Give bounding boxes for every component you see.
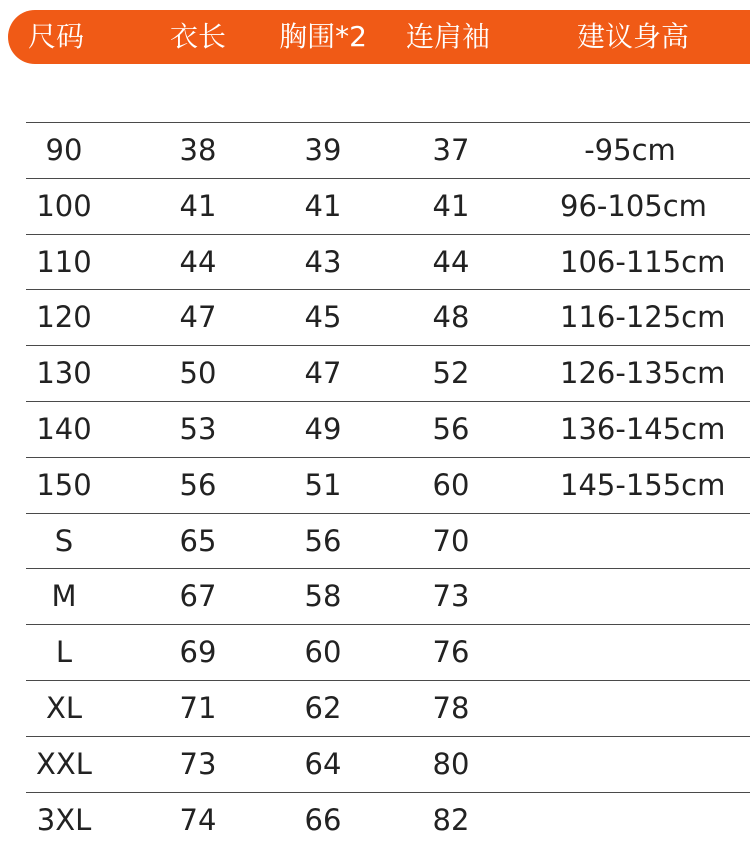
cell-length: 56 bbox=[179, 467, 217, 502]
table-header bbox=[8, 10, 750, 64]
cell-length: 50 bbox=[179, 356, 217, 391]
cell-chest: 39 bbox=[304, 133, 342, 167]
cell-chest: 49 bbox=[304, 411, 342, 446]
cell-size: 3XL bbox=[36, 802, 92, 837]
table-row bbox=[26, 289, 750, 345]
cell-chest: 56 bbox=[304, 523, 342, 558]
cell-sleeve: 48 bbox=[432, 300, 470, 335]
cell-height bbox=[560, 514, 700, 569]
cell-chest: 66 bbox=[304, 802, 342, 837]
cell-height bbox=[560, 793, 700, 848]
table-row bbox=[26, 680, 750, 736]
table-row bbox=[26, 624, 750, 680]
cell-chest: 58 bbox=[304, 579, 342, 614]
cell-size: XXL bbox=[36, 746, 92, 781]
cell-height bbox=[560, 569, 700, 624]
cell-size: 120 bbox=[36, 300, 92, 335]
cell-length: 65 bbox=[179, 523, 217, 558]
cell-chest: 45 bbox=[304, 300, 342, 335]
cell-height: 106-115cm bbox=[560, 244, 726, 279]
table-row bbox=[26, 234, 750, 290]
cell-size: 100 bbox=[36, 188, 92, 223]
cell-sleeve: 52 bbox=[432, 356, 470, 391]
cell-chest: 51 bbox=[304, 467, 342, 502]
cell-height: 136-145cm bbox=[560, 411, 726, 446]
cell-size: 90 bbox=[45, 133, 83, 167]
cell-sleeve: 78 bbox=[432, 690, 470, 725]
cell-height: 126-135cm bbox=[560, 356, 726, 391]
cell-length: 47 bbox=[179, 300, 217, 335]
header-height: 建议身高 bbox=[576, 20, 689, 53]
cell-size: 150 bbox=[36, 467, 92, 502]
table-row bbox=[26, 345, 750, 401]
cell-length: 69 bbox=[179, 635, 217, 670]
cell-size: 140 bbox=[36, 411, 92, 446]
table-row bbox=[26, 513, 750, 569]
cell-sleeve: 37 bbox=[432, 133, 470, 167]
table-row bbox=[26, 401, 750, 457]
cell-height: -95cm bbox=[584, 133, 676, 167]
cell-height bbox=[560, 737, 700, 792]
cell-chest: 64 bbox=[304, 746, 342, 781]
cell-chest: 60 bbox=[304, 635, 342, 670]
cell-sleeve: 70 bbox=[432, 523, 470, 558]
cell-length: 38 bbox=[179, 133, 217, 167]
cell-height: 145-155cm bbox=[560, 467, 726, 502]
cell-size: M bbox=[51, 579, 77, 614]
cell-height: 116-125cm bbox=[560, 300, 726, 335]
cell-chest: 62 bbox=[304, 690, 342, 725]
table-row bbox=[26, 457, 750, 513]
table-row bbox=[26, 178, 750, 234]
cell-chest: 43 bbox=[304, 244, 342, 279]
header-chest: 胸围*2 bbox=[279, 20, 367, 53]
cell-length: 73 bbox=[179, 746, 217, 781]
header-size: 尺码 bbox=[27, 20, 84, 53]
cell-chest: 41 bbox=[304, 188, 342, 223]
table-row bbox=[26, 736, 750, 792]
cell-sleeve: 44 bbox=[432, 244, 470, 279]
table-row bbox=[26, 122, 750, 178]
cell-height bbox=[560, 625, 700, 680]
cell-sleeve: 60 bbox=[432, 467, 470, 502]
cell-length: 74 bbox=[179, 802, 217, 837]
cell-sleeve: 76 bbox=[432, 635, 470, 670]
cell-length: 44 bbox=[179, 244, 217, 279]
cell-sleeve: 82 bbox=[432, 802, 470, 837]
size-table bbox=[26, 122, 750, 847]
cell-size: 110 bbox=[36, 244, 92, 279]
header-length: 衣长 bbox=[169, 20, 226, 53]
cell-height: 96-105cm bbox=[560, 188, 707, 223]
cell-sleeve: 80 bbox=[432, 746, 470, 781]
cell-length: 71 bbox=[179, 690, 217, 725]
header-sleeve: 连肩袖 bbox=[405, 20, 490, 53]
cell-size: S bbox=[54, 523, 74, 558]
cell-sleeve: 73 bbox=[432, 579, 470, 614]
cell-size: L bbox=[55, 635, 73, 670]
cell-size: 130 bbox=[36, 356, 92, 391]
cell-length: 41 bbox=[179, 188, 217, 223]
cell-sleeve: 56 bbox=[432, 411, 470, 446]
cell-chest: 47 bbox=[304, 356, 342, 391]
table-row bbox=[26, 568, 750, 624]
cell-sleeve: 41 bbox=[432, 188, 470, 223]
cell-height bbox=[560, 681, 700, 736]
cell-length: 67 bbox=[179, 579, 217, 614]
cell-size: XL bbox=[45, 690, 83, 725]
cell-length: 53 bbox=[179, 411, 217, 446]
